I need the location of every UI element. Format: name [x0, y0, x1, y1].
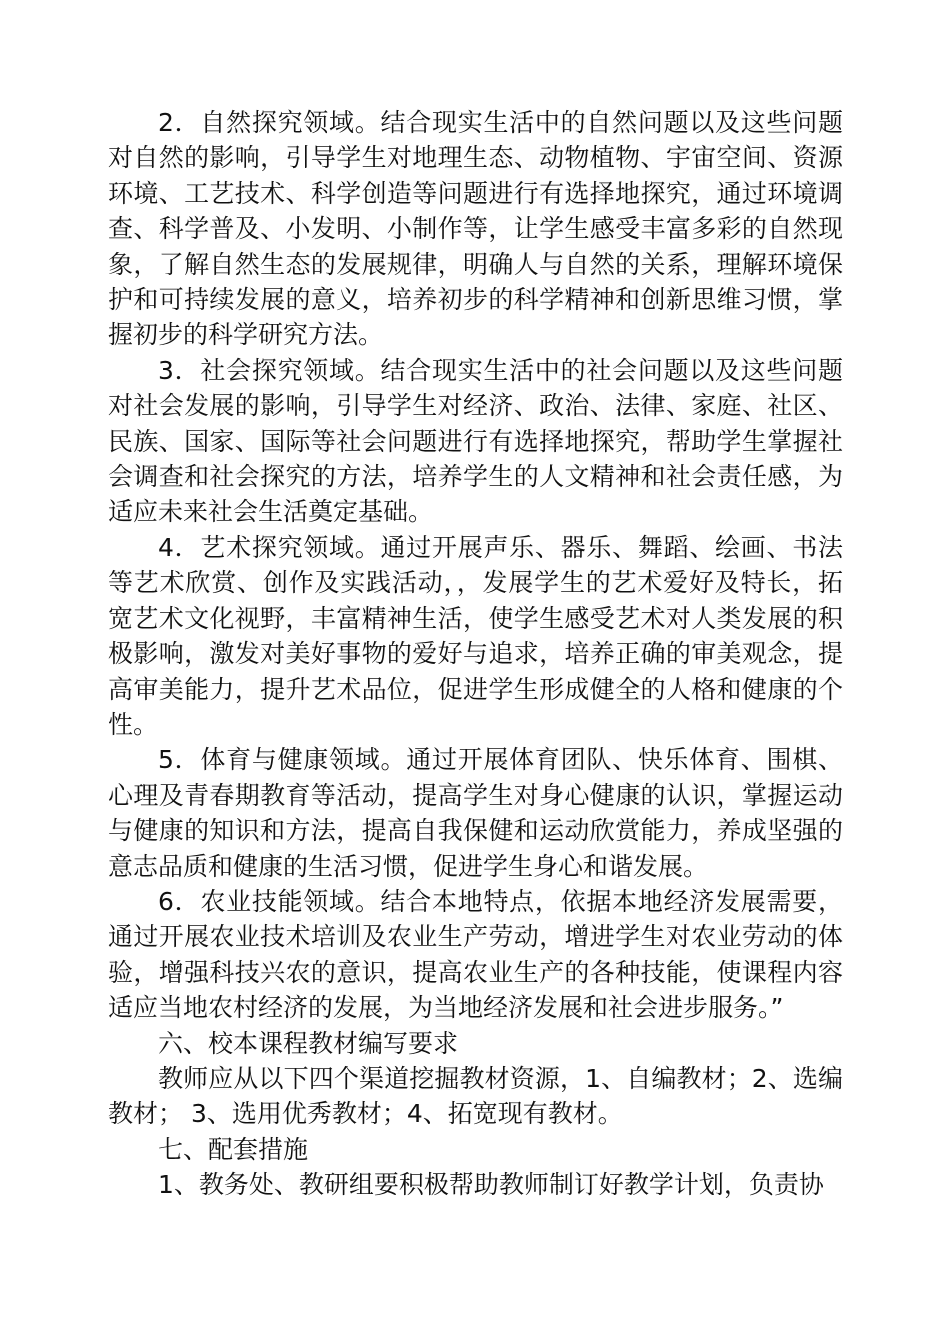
paragraph-measure-1: 1、教务处、教研组要积极帮助教师制订好教学计划，负责协	[158, 1170, 824, 1200]
paragraph-art-exploration: 4．艺术探究领域。通过开展声乐、器乐、舞蹈、绘画、书法等艺术欣赏、创作及实践活动，，发展学生的艺术爱好及特长，拓宽艺术文化视野，丰富精神生活，使学生感受艺术对人类发展的积极影响，激发对美好事物的爱好与追求，培养正确的审美观念，提高审美能力，提升艺术品位，促进学生形成健全的人格和健康的个性。	[108, 532, 843, 739]
section-heading-textbook-requirements: 六、校本课程教材编写要求	[158, 1028, 459, 1058]
paragraph-sports-health: 5．体育与健康领域。通过开展体育团队、快乐体育、围棋、心理及青春期教育等活动，提高学生对身心健康的认识，掌握运动与健康的知识和方法，提高自我保健和运动欣赏能力，养成坚强的意志品质和健康的生活习惯，促进学生身心和谐发展。	[108, 745, 843, 881]
paragraph-nature-exploration: 2．自然探究领域。结合现实生活中的自然问题以及这些问题对自然的影响，引导学生对地理生态、动物植物、宇宙空间、资源环境、工艺技术、科学创造等问题进行有选择地探究，通过环境调查、科学普及、小发明、小制作等，让学生感受丰富多彩的自然现象，了解自然生态的发展规律，明确人与自然的关系，理解环境保护和可持续发展的意义，培养初步的科学精神和创新思维习惯，掌握初步的科学研究方法。	[108, 108, 843, 350]
section-heading-supporting-measures: 七、配套措施	[158, 1134, 309, 1164]
document-body	[108, 105, 843, 1203]
paragraph-agriculture-skills: 6．农业技能领域。结合本地特点，依据本地经济发展需要，通过开展农业技术培训及农业生产劳动，增进学生对农业劳动的体验，增强科技兴农的意识，提高农业生产的各种技能，使课程内容适应当地农村经济的发展，为当地经济发展和社会进步服务。”	[108, 886, 843, 1023]
paragraph-textbook-sources: 教师应从以下四个渠道挖掘教材资源，1、自编教材；2、选编教材； 3、选用优秀教材；4、拓宽现有教材。	[108, 1063, 843, 1129]
paragraph-social-exploration: 3．社会探究领域。结合现实生活中的社会问题以及这些问题对社会发展的影响，引导学生对经济、政治、法律、家庭、社区、民族、国家、国际等社会问题进行有选择地探究，帮助学生掌握社会调查和社会探究的方法，培养学生的人文精神和社会责任感，为适应未来社会生活奠定基础。	[108, 355, 843, 527]
